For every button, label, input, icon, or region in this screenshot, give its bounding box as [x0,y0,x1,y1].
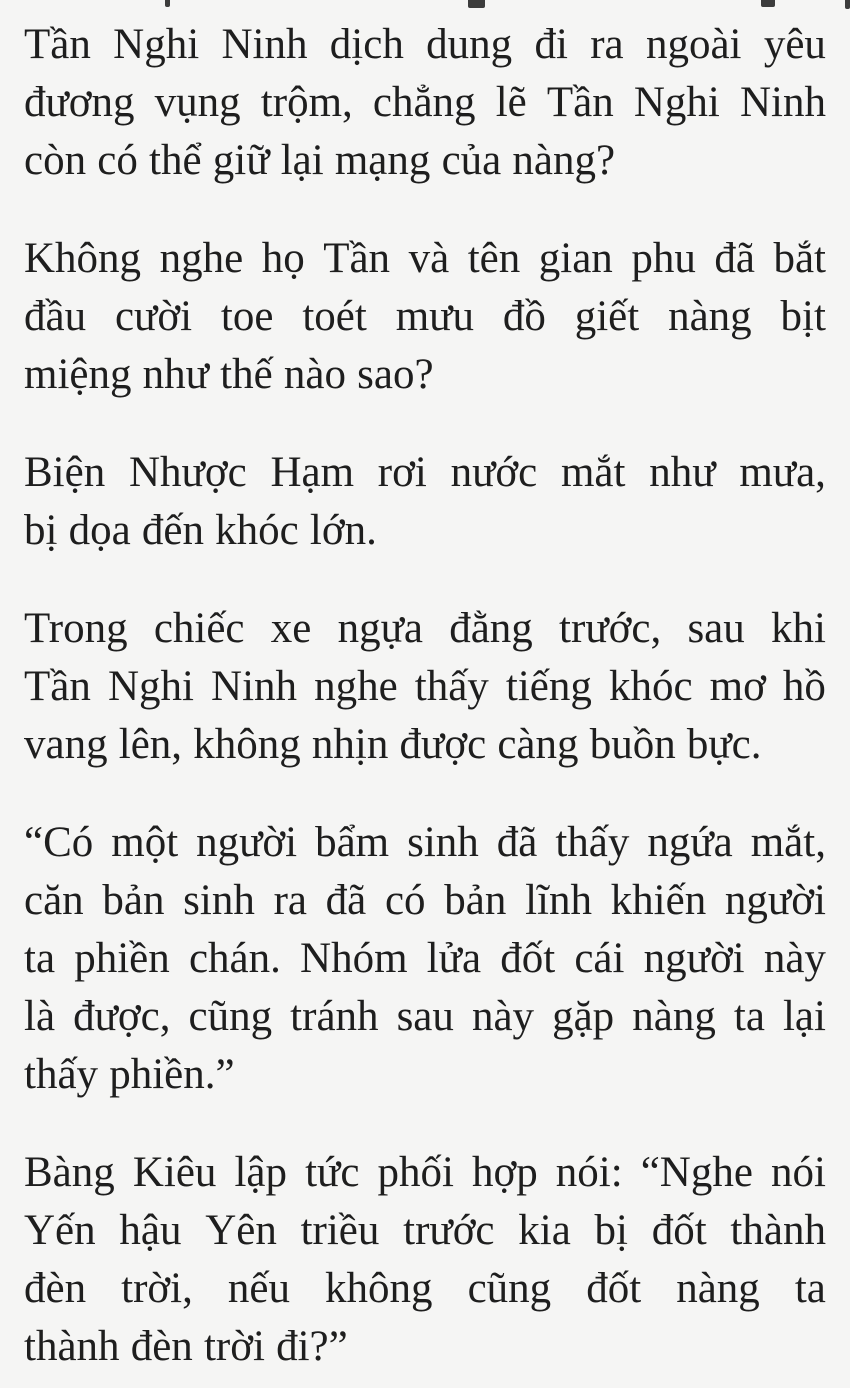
word: có [384,877,426,924]
text-line [24,502,826,560]
word: sinh [407,819,479,866]
word: mưa, [739,449,826,496]
word: thế [220,351,273,398]
word: cái [574,935,625,982]
word: chẳng [372,79,476,126]
text-line [24,1144,826,1202]
word: phối [377,1149,454,1196]
word: mắt, [750,819,826,866]
word: dung [426,21,513,68]
word: không [325,1265,433,1312]
word: trước, [559,605,662,652]
word: hậu [119,1207,182,1254]
word: thấy [24,1051,99,1098]
text-line [24,346,826,404]
word: hồ [782,663,826,710]
word: không [193,721,301,768]
word: ta [733,993,765,1040]
word: đèn [24,1265,87,1312]
word: ngựa [337,605,423,652]
word: đã [325,877,367,924]
word: mạng [334,137,431,184]
word: khi [771,605,826,652]
word: Nghi [633,79,720,126]
descender-fragment [761,0,775,7]
text-line [24,1202,826,1260]
paragraph [24,1144,826,1376]
word: nước [450,449,538,496]
word: rơi [377,449,427,496]
word: là [24,993,56,1040]
word: buồn [589,721,676,768]
word: Yến [24,1207,96,1254]
text-line [24,930,826,988]
paragraph [24,230,826,404]
word: Nhóm [300,935,408,982]
word: thấy [414,663,489,710]
text-line [24,16,826,74]
word: ra [273,877,307,924]
word: đốt [651,1207,707,1254]
word: bắt [773,235,826,282]
word: như [649,449,716,496]
word: nhịn [311,721,389,768]
word: người [196,819,298,866]
word: nghe [314,663,398,710]
word: đầu [24,293,87,340]
word: Tần [546,79,614,126]
word: tên [467,235,521,282]
descender-fragment [845,0,850,9]
word: lẽ [495,79,527,126]
word: gặp [552,993,615,1040]
word: càng [497,721,579,768]
word: mưu [395,293,474,340]
text-line [24,872,826,930]
word: ta [24,935,56,982]
word: đương [24,79,135,126]
word: vụng [154,79,241,126]
text-line [24,74,826,132]
word: chiếc [153,605,245,652]
word: nào [283,351,346,398]
descender-fragment [468,0,485,8]
word: nói [770,1149,826,1196]
word: toét [302,293,367,340]
word: lớn. [309,507,377,554]
word: đèn [130,1323,193,1370]
word: của [441,137,502,184]
word: đồ [502,293,546,340]
word: Nhược [128,449,247,496]
word: Kiêu [132,1149,217,1196]
word: ra [590,21,624,68]
word: đến [141,507,204,554]
word: Nghi [107,663,194,710]
text-line [24,716,826,774]
word: hợp [471,1149,538,1196]
text-line [24,600,826,658]
word: đi [534,21,568,68]
word: được [399,721,487,768]
word: họ [261,235,305,282]
word: được, [73,993,171,1040]
word: người [643,935,745,982]
word: Không [24,235,142,282]
word: Bàng [24,1149,115,1196]
word: triều [300,1207,380,1254]
reader-content [24,16,826,1376]
word: này [471,993,535,1040]
word: Tần [24,21,91,68]
paragraph [24,814,826,1104]
word: giữ [212,137,270,184]
word: giết [574,293,640,340]
word: căn [24,877,84,924]
word: Tần [323,235,391,282]
word: bản [102,877,165,924]
word: nếu [227,1265,290,1312]
word: cũng [467,1265,552,1312]
word: một [111,819,179,866]
paragraph [24,444,826,560]
word: ta [794,1265,826,1312]
word: “Nghe [640,1149,753,1196]
word: thấy [555,819,630,866]
word: xe [270,605,312,652]
word: thành [24,1323,120,1370]
word: ngứa [647,819,733,866]
word: thể [149,137,202,184]
word: yêu [763,21,826,68]
word: sinh [183,877,255,924]
word: chán. [188,935,281,982]
word: bịt [780,293,826,340]
word: dọa [68,507,131,554]
word: bẩm [315,819,390,866]
paragraph [24,16,826,190]
word: Tần [24,663,91,710]
word: và [408,235,450,282]
word: nghe [159,235,244,282]
text-line [24,1046,826,1104]
word: dịch [329,21,404,68]
word: gian [538,235,613,282]
word: kia [518,1207,571,1254]
word: toe [220,293,274,340]
text-line [24,988,826,1046]
word: này [763,935,826,982]
text-line [24,814,826,872]
word: Trong [24,605,128,652]
word: bị [594,1207,628,1254]
text-line [24,132,826,190]
word: mơ [709,663,766,710]
word: lĩnh [525,877,592,924]
word: khiến [610,877,707,924]
word: Nghi [113,21,200,68]
word: bản [444,877,507,924]
word: Biện [24,449,106,496]
word: trời, [121,1265,193,1312]
word: mắt [560,449,626,496]
text-line [24,658,826,716]
word: phiền.” [109,1051,235,1098]
word: lại [280,137,324,184]
word: “Có [24,819,94,866]
word: tránh [290,993,379,1040]
word: đằng [449,605,533,652]
word: còn [24,137,87,184]
word: ngoài [645,21,742,68]
word: đốt [500,935,556,982]
word: cũng [188,993,273,1040]
word: phiền [74,935,170,982]
descender-fragment [165,0,170,7]
word: trộm, [260,79,353,126]
word: Ninh [221,21,308,68]
word: sao? [357,351,434,398]
word: Ninh [211,663,298,710]
word: Hạm [270,449,355,496]
word: đã [496,819,538,866]
word: Ninh [739,79,826,126]
word: trước [403,1207,495,1254]
word: người [724,877,826,924]
word: lửa [426,935,482,982]
word: bực. [686,721,762,768]
word: thành [730,1207,826,1254]
word: nói: [555,1149,623,1196]
word: khóc [215,507,299,554]
text-line [24,1260,826,1318]
word: trời [203,1323,265,1370]
word: bị [24,507,58,554]
text-line [24,1318,826,1376]
word: có [97,137,138,184]
word: sau [396,993,454,1040]
word: Yên [205,1207,277,1254]
word: miệng [24,351,132,398]
word: nàng [676,1265,760,1312]
word: đốt [586,1265,642,1312]
word: sau [687,605,745,652]
word: nàng? [512,137,616,184]
word: nàng [632,993,716,1040]
word: như [142,351,209,398]
word: đi?” [276,1323,348,1370]
text-line [24,444,826,502]
word: khóc [608,663,693,710]
word: lên, [118,721,183,768]
word: lập [234,1149,288,1196]
text-line [24,288,826,346]
text-line [24,230,826,288]
word: tiếng [505,663,592,710]
clipped-previous-line [0,0,850,10]
word: lại [782,993,826,1040]
word: cười [114,293,193,340]
word: vang [24,721,108,768]
word: phu [631,235,696,282]
word: đã [714,235,755,282]
paragraph [24,600,826,774]
word: nàng [668,293,752,340]
word: tức [305,1149,360,1196]
